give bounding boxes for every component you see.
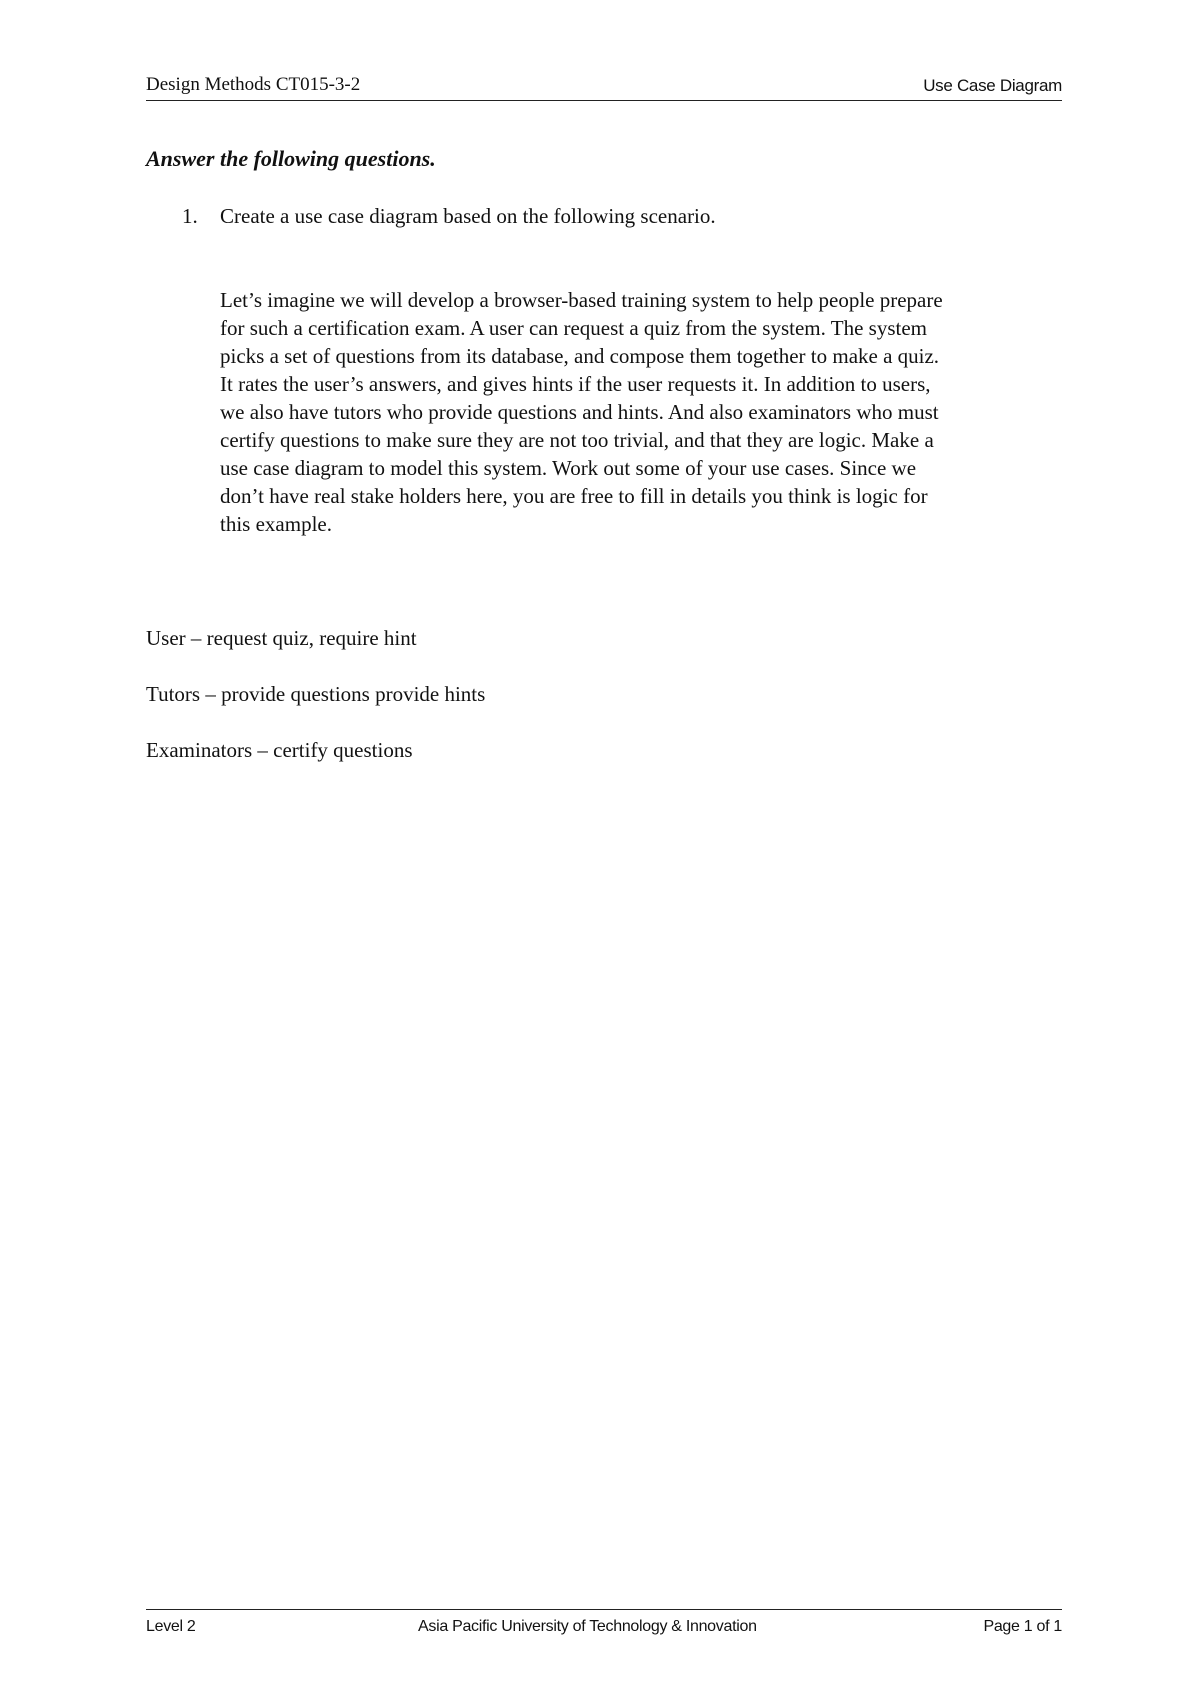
scenario-line: certify questions to make sure they are not too trivial, and that they are logic. Make a xyxy=(220,428,934,452)
header-course-title: Design Methods CT015-3-2 xyxy=(146,74,361,95)
question-text: Create a use case diagram based on the following scenario. xyxy=(220,204,716,228)
footer-institution: Asia Pacific University of Technology & Innovation xyxy=(418,1618,757,1635)
footer-page-number: Page 1 of 1 xyxy=(983,1618,1062,1635)
scenario-line: It rates the user’s answers, and gives hints if the user requests it. In addition to users, xyxy=(220,372,931,396)
scenario-line: we also have tutors who provide questions and hints. And also examinators who must xyxy=(220,400,939,424)
scenario-line: picks a set of questions from its database, and compose them together to make a quiz. xyxy=(220,344,940,368)
question-number: 1. xyxy=(182,204,198,228)
answer-tutors: Tutors – provide questions provide hints xyxy=(146,682,486,706)
scenario-line: this example. xyxy=(220,512,332,536)
page-header xyxy=(146,72,1062,101)
scenario-paragraph xyxy=(220,286,1070,538)
answer-examinators: Examinators – certify questions xyxy=(146,738,413,762)
scenario-line: don’t have real stake holders here, you are free to fill in details you think is logic for xyxy=(220,484,928,508)
header-topic: Use Case Diagram xyxy=(923,76,1062,95)
footer-level: Level 2 xyxy=(146,1618,196,1635)
scenario-line: for such a certification exam. A user can request a quiz from the system. The system xyxy=(220,316,927,340)
scenario-line: Let’s imagine we will develop a browser-based training system to help people prepare xyxy=(220,288,943,312)
section-heading: Answer the following questions. xyxy=(146,146,436,171)
scenario-line: use case diagram to model this system. Work out some of your use cases. Since we xyxy=(220,456,917,480)
question-item xyxy=(182,204,716,229)
page-footer xyxy=(146,1609,1062,1640)
answer-user: User – request quiz, require hint xyxy=(146,626,417,650)
